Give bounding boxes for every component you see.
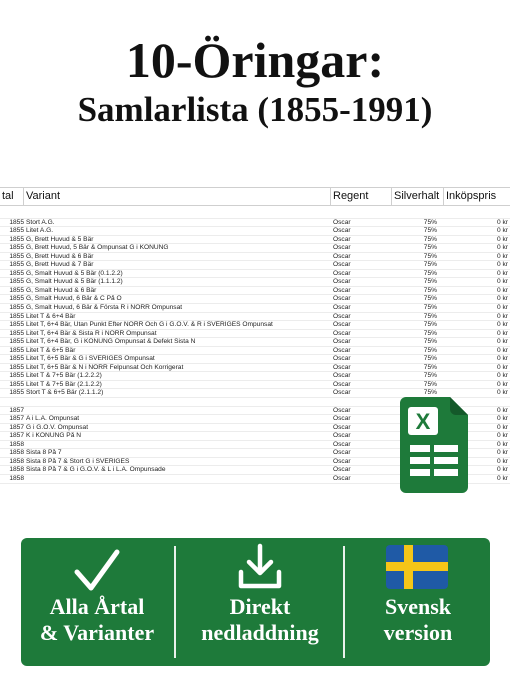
table-row	[0, 253, 510, 262]
cell-year: 1857	[9, 415, 24, 423]
cell-year: 1855	[9, 244, 24, 252]
cell-silver: 75%	[423, 218, 437, 226]
cell-price: 0 kr	[497, 338, 508, 346]
cell-year: 1855	[9, 355, 24, 363]
feature-all-years	[21, 538, 173, 666]
cell-regent: Oscar	[333, 321, 351, 329]
cell-price: 0 kr	[497, 355, 508, 363]
cell-year: 1855	[9, 372, 24, 380]
cell-silver: 75%	[423, 235, 437, 243]
table-row	[0, 236, 510, 245]
feature-divider	[343, 546, 345, 658]
cell-variant: Litet T & 6+4 Bär	[26, 312, 76, 320]
cell-regent: Oscar	[333, 346, 351, 354]
cell-price: 0 kr	[497, 389, 508, 397]
cell-price: 0 kr	[497, 363, 508, 371]
cell-year: 1855	[9, 363, 24, 371]
cell-price: 0 kr	[497, 440, 508, 448]
cell-year: 1855	[9, 295, 24, 303]
features-banner	[21, 538, 490, 666]
feature-divider	[174, 546, 176, 658]
feature-download-line2: nedladdning	[201, 620, 319, 645]
cell-year: 1855	[9, 321, 24, 329]
cell-regent: Oscar	[333, 269, 351, 277]
cell-variant: Litet T, 6+4 Bär, Utan Punkt Efter NORR Och G i G.O.V. & R i SVERIGES Ompunsat	[26, 321, 273, 329]
cell-price: 0 kr	[497, 474, 508, 482]
cell-silver: 75%	[423, 286, 437, 294]
feature-all-years-line2: & Varianter	[39, 620, 155, 645]
table-row	[0, 338, 510, 347]
table-row	[0, 364, 510, 373]
cell-year: 1855	[9, 286, 24, 294]
cell-variant: Stort T & 6+5 Bär (2.1.1.2)	[26, 389, 104, 397]
cell-price: 0 kr	[497, 415, 508, 423]
cell-regent: Oscar	[333, 286, 351, 294]
cell-regent: Oscar	[333, 457, 351, 465]
cell-variant: G, Brett Huvud & 6 Bär	[26, 252, 94, 260]
cell-year: 1855	[9, 278, 24, 286]
feature-swedish	[346, 538, 490, 666]
cell-price: 0 kr	[497, 244, 508, 252]
cell-variant: G i G.O.V. Ompunsat	[26, 423, 89, 431]
cell-price: 0 kr	[497, 278, 508, 286]
cell-variant: Litet T, 6+4 Bär & Sista R i NORR Ompunsat	[26, 329, 157, 337]
cell-silver: 75%	[423, 304, 437, 312]
cell-regent: Oscar	[333, 244, 351, 252]
cell-price: 0 kr	[497, 295, 508, 303]
cell-regent: Oscar	[333, 466, 351, 474]
cell-silver: 75%	[423, 269, 437, 277]
cell-regent: Oscar	[333, 252, 351, 260]
cell-price: 0 kr	[497, 286, 508, 294]
cell-year: 1857	[9, 432, 24, 440]
table-row	[0, 210, 510, 219]
cell-regent: Oscar	[333, 415, 351, 423]
excel-file-icon	[400, 397, 468, 493]
cell-price: 0 kr	[497, 423, 508, 431]
cell-silver: 75%	[423, 312, 437, 320]
cell-price: 0 kr	[497, 372, 508, 380]
table-row	[0, 381, 510, 390]
cell-regent: Oscar	[333, 423, 351, 431]
cell-year: 1855	[9, 389, 24, 397]
cell-variant: Litet A.G.	[26, 227, 54, 235]
cell-year: 1858	[9, 449, 24, 457]
header-regent: Regent	[331, 188, 392, 205]
cell-regent: Oscar	[333, 449, 351, 457]
cell-silver: 75%	[423, 346, 437, 354]
cell-variant: G, Smalt Huvud, 6 Bär & C På O	[26, 295, 122, 303]
cell-price: 0 kr	[497, 466, 508, 474]
feature-download	[177, 538, 343, 666]
cell-year: 1855	[9, 338, 24, 346]
feature-download-line1: Direkt	[229, 594, 291, 619]
cell-year: 1857	[9, 423, 24, 431]
cell-price: 0 kr	[497, 346, 508, 354]
table-row	[0, 270, 510, 279]
cell-price: 0 kr	[497, 457, 508, 465]
cell-year: 1855	[9, 380, 24, 388]
cell-price: 0 kr	[497, 269, 508, 277]
cell-price: 0 kr	[497, 218, 508, 226]
table-row	[0, 278, 510, 287]
cell-price: 0 kr	[497, 406, 508, 414]
table-row	[0, 227, 510, 236]
cell-variant: G, Brett Huvud & 7 Bär	[26, 261, 94, 269]
cell-price: 0 kr	[497, 312, 508, 320]
checkmark-icon	[73, 548, 121, 594]
cell-silver: 75%	[423, 389, 437, 397]
cell-variant: G, Smalt Huvud & 5 Bär (1.1.1.2)	[26, 278, 123, 286]
cell-silver: 75%	[423, 252, 437, 260]
download-icon	[236, 542, 284, 592]
cell-variant: Litet T, 6+5 Bär & G i SVERIGES Ompunsat	[26, 355, 155, 363]
cell-year: 1855	[9, 218, 24, 226]
cell-silver: 75%	[423, 338, 437, 346]
header-silver: Silverhalt	[392, 188, 444, 205]
table-row	[0, 347, 510, 356]
table-row	[0, 295, 510, 304]
cell-silver: 75%	[423, 295, 437, 303]
cell-price: 0 kr	[497, 227, 508, 235]
cell-year: 1855	[9, 346, 24, 354]
header-price: Inköpspris	[446, 190, 497, 202]
feature-all-years-line1: Alla Årtal	[49, 594, 145, 619]
table-row	[0, 355, 510, 364]
cell-silver: 75%	[423, 261, 437, 269]
cell-price: 0 kr	[497, 261, 508, 269]
cell-price: 0 kr	[497, 304, 508, 312]
cell-year: 1855	[9, 269, 24, 277]
cell-variant: Litet T, 6+4 Bär, G i KONUNG Ompunsat & Defekt Sista N	[26, 338, 196, 346]
cell-year: 1857	[9, 406, 24, 414]
cell-year: 1855	[9, 304, 24, 312]
cell-variant: A i L.A. Ompunsat	[26, 415, 80, 423]
cell-regent: Oscar	[333, 227, 351, 235]
cell-variant: K i KONUNG På N	[26, 432, 81, 440]
table-row	[0, 287, 510, 296]
page-title: 10-Öringar:	[125, 32, 385, 88]
cell-variant: Sista 8 På 7 & G i G.O.V. & L i L.A. Ompunsade	[26, 466, 166, 474]
cell-silver: 75%	[423, 355, 437, 363]
cell-silver: 75%	[423, 244, 437, 252]
cell-regent: Oscar	[333, 474, 351, 482]
cell-variant: G, Smalt Huvud & 6 Bär	[26, 286, 97, 294]
excel-letter: X	[415, 409, 431, 434]
cell-variant: Litet T & 6+5 Bär	[26, 346, 76, 354]
cell-year: 1855	[9, 312, 24, 320]
cell-silver: 75%	[423, 380, 437, 388]
cell-silver: 75%	[423, 329, 437, 337]
cell-variant: Litet T & 7+5 Bär (1.2.2.2)	[26, 372, 102, 380]
cell-year: 1855	[9, 235, 24, 243]
swedish-flag-icon	[386, 545, 448, 589]
cell-silver: 75%	[423, 363, 437, 371]
cell-price: 0 kr	[497, 252, 508, 260]
cell-regent: Oscar	[333, 372, 351, 380]
cell-regent: Oscar	[333, 355, 351, 363]
cell-price: 0 kr	[497, 432, 508, 440]
cell-year: 1855	[9, 261, 24, 269]
cell-year: 1855	[9, 227, 24, 235]
cell-variant: Sista 8 På 7	[26, 449, 62, 457]
cell-regent: Oscar	[333, 432, 351, 440]
cell-regent: Oscar	[333, 363, 351, 371]
cell-year: 1858	[9, 466, 24, 474]
feature-swedish-line1: Svensk	[384, 594, 452, 619]
table-row	[0, 372, 510, 381]
cell-year: 1858	[9, 474, 24, 482]
cell-regent: Oscar	[333, 329, 351, 337]
cell-regent: Oscar	[333, 218, 351, 226]
cell-regent: Oscar	[333, 389, 351, 397]
header-year: tal	[0, 188, 24, 205]
cell-price: 0 kr	[497, 321, 508, 329]
cell-silver: 75%	[423, 372, 437, 380]
cell-regent: Oscar	[333, 304, 351, 312]
cell-year: 1858	[9, 457, 24, 465]
feature-swedish-line2: version	[383, 620, 453, 645]
cell-variant: G, Smalt Huvud, 6 Bär & Första R i NORR Ompunsat	[26, 304, 183, 312]
table-row	[0, 261, 510, 270]
header-variant: Variant	[24, 188, 331, 205]
cell-variant: G, Brett Huvud, 5 Bär & Ompunsat G i KONUNG	[26, 244, 169, 252]
cell-price: 0 kr	[497, 329, 508, 337]
table-row	[0, 219, 510, 228]
cell-regent: Oscar	[333, 312, 351, 320]
cell-silver: 75%	[423, 321, 437, 329]
cell-regent: Oscar	[333, 278, 351, 286]
cell-regent: Oscar	[333, 295, 351, 303]
cell-regent: Oscar	[333, 380, 351, 388]
table-row	[0, 330, 510, 339]
table-row	[0, 321, 510, 330]
cell-variant: G, Brett Huvud & 5 Bär	[26, 235, 94, 243]
cell-price: 0 kr	[497, 235, 508, 243]
cell-silver: 75%	[423, 227, 437, 235]
cell-variant: Stort A.G.	[26, 218, 55, 226]
cell-variant: Litet T, 6+5 Bär & N i NORR Felpunsat Och Korrigerat	[26, 363, 184, 371]
cell-variant: Sista 8 På 7 & Stort G i SVERIGES	[26, 457, 130, 465]
cell-year: 1855	[9, 252, 24, 260]
cell-regent: Oscar	[333, 261, 351, 269]
table-row	[0, 304, 510, 313]
cell-year: 1858	[9, 440, 24, 448]
cell-year: 1855	[9, 329, 24, 337]
cell-price: 0 kr	[497, 380, 508, 388]
cell-regent: Oscar	[333, 235, 351, 243]
cell-regent: Oscar	[333, 406, 351, 414]
cell-regent: Oscar	[333, 440, 351, 448]
page-subtitle: Samlarlista (1855-1991)	[77, 90, 433, 129]
cell-silver: 75%	[423, 278, 437, 286]
table-header	[0, 187, 510, 206]
cell-regent: Oscar	[333, 338, 351, 346]
cell-price: 0 kr	[497, 449, 508, 457]
table-row	[0, 244, 510, 253]
table-row	[0, 313, 510, 322]
cell-variant: Litet T & 7+5 Bär (2.1.2.2)	[26, 380, 102, 388]
cell-variant: G, Smalt Huvud & 5 Bär (0.1.2.2)	[26, 269, 123, 277]
